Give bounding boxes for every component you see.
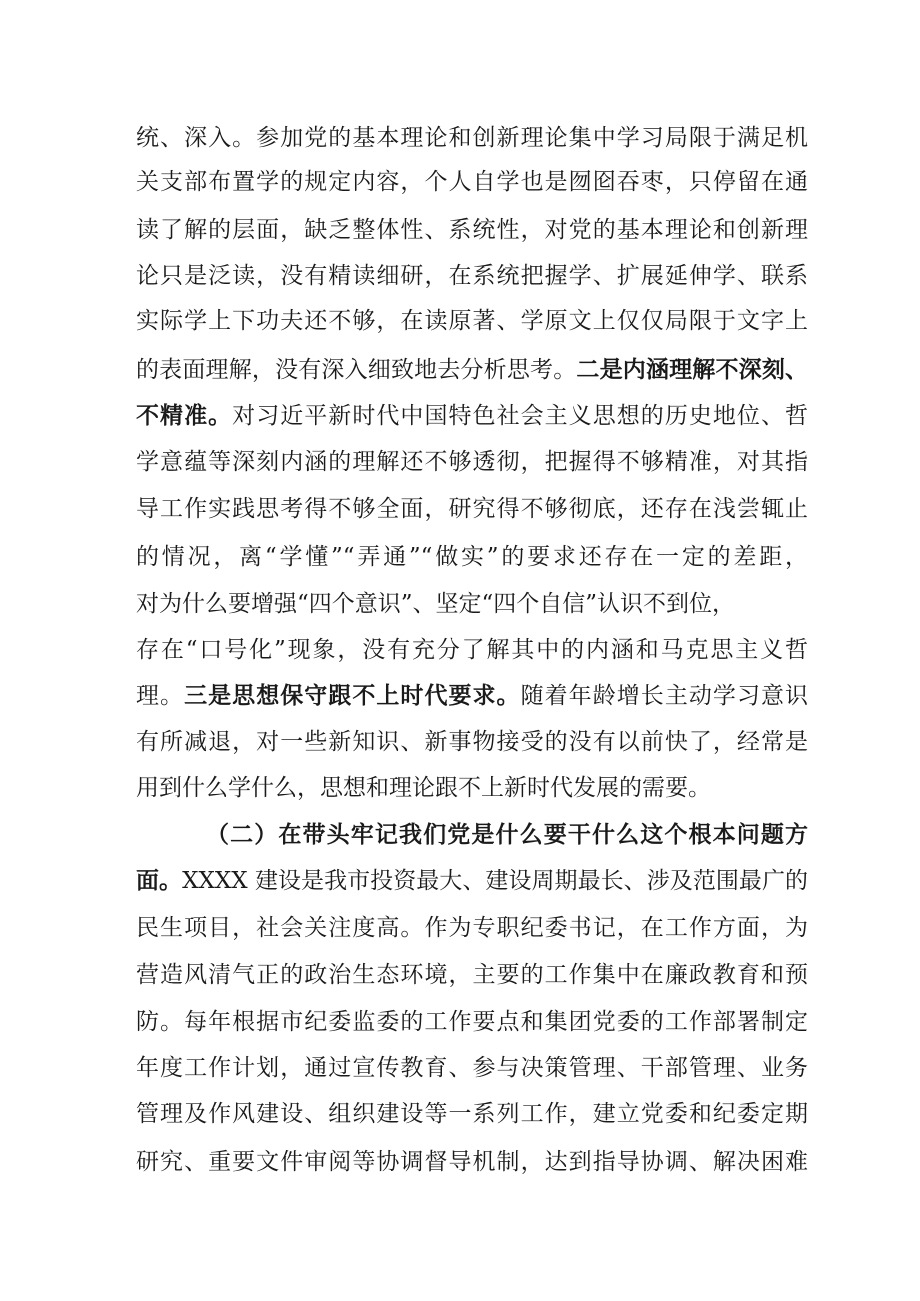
text-segment: 理。 <box>136 683 185 709</box>
text-line <box>136 210 808 250</box>
bold-heading: （二）在带头牢记我们党是什么要干什么这个根本问题方 <box>206 821 808 848</box>
text-segment: 用到什么学什么，思想和理论跟不上新时代发展的需要。 <box>136 775 711 801</box>
bold-heading: 三是思想保守跟不上时代要求。 <box>184 682 521 709</box>
text-segment: 对习近平新时代中国特色社会主义思想的历史地位、哲 <box>232 403 808 429</box>
text-line <box>136 908 808 948</box>
text-line <box>136 1002 808 1042</box>
text-line <box>136 768 808 808</box>
text-segment: 读了解的层面，缺乏整体性、系统性，对党的基本理论和创新理 <box>136 217 808 243</box>
text-line <box>136 162 808 202</box>
text-line <box>136 955 808 995</box>
text-line <box>136 722 808 762</box>
text-line <box>136 118 808 158</box>
text-line <box>136 1142 808 1182</box>
text-line <box>136 676 808 716</box>
text-line <box>136 1094 808 1134</box>
text-segment: 对为什么要增强“四个意识”、坚定“四个自信”认识不到位， <box>136 591 736 617</box>
text-segment: 导工作实践思考得不够全面，研究得不够彻底，还存在浅尝辄止 <box>136 496 808 522</box>
text-segment: 民生项目，社会关注度高。作为专职纪委书记，在工作方面，为 <box>136 915 808 941</box>
text-segment: XXXX 建设是我市投资最大、建设周期最长、涉及范围最广的 <box>182 868 808 894</box>
text-segment: 的情况，离“学懂”“弄通”“做实”的要求还存在一定的差距， <box>136 544 808 570</box>
text-segment: 的表面理解，没有深入细致地去分析思考。 <box>136 357 577 383</box>
text-segment: 随着年龄增长主动学习意识 <box>520 683 808 709</box>
text-segment: 统、深入。参加党的基本理论和创新理论集中学习局限于满足机 <box>136 125 808 151</box>
text-segment: 论只是泛读，没有精读细研，在系统把握学、扩展延伸学、联系 <box>136 263 808 289</box>
text-line <box>136 584 808 624</box>
text-line <box>136 630 808 670</box>
text-line <box>136 442 808 482</box>
text-segment: 年度工作计划，通过宣传教育、参与决策管理、干部管理、业务 <box>136 1055 808 1081</box>
text-line <box>136 489 808 529</box>
text-segment: 研究、重要文件审阅等协调督导机制，达到指导协调、解决困难 <box>136 1149 808 1175</box>
text-segment: 管理及作风建设、组织建设等一系列工作，建立党委和纪委定期 <box>136 1101 808 1127</box>
text-line <box>136 301 808 341</box>
text-segment: 关支部布置学的规定内容，个人自学也是囫囵吞枣，只停留在通 <box>136 169 808 195</box>
text-line <box>136 350 808 390</box>
text-segment: 学意蕴等深刻内涵的理解还不够透彻，把握得不够精准，对其指 <box>136 449 808 475</box>
text-segment: 存在“口号化”现象，没有充分了解其中的内涵和马克思主义哲 <box>136 637 808 663</box>
text-segment: 实际学上下功夫还不够，在读原著、学原文上仅仅局限于文字上 <box>136 308 808 334</box>
text-line <box>136 396 808 436</box>
bold-heading: 二是内涵理解不深刻、 <box>576 356 808 383</box>
bold-heading: 面。 <box>136 867 183 894</box>
text-line <box>136 1048 808 1088</box>
text-segment: 有所减退，对一些新知识、新事物接受的没有以前快了，经常是 <box>136 729 808 755</box>
text-segment: 营造风清气正的政治生态环境，主要的工作集中在廉政教育和预 <box>136 962 808 988</box>
text-line <box>136 537 808 577</box>
text-line <box>136 256 808 296</box>
bold-heading: 不精准。 <box>136 402 233 429</box>
text-line <box>136 861 808 901</box>
section-heading <box>206 815 808 855</box>
text-segment: 防。每年根据市纪委监委的工作要点和集团党委的工作部署制定 <box>136 1009 808 1035</box>
